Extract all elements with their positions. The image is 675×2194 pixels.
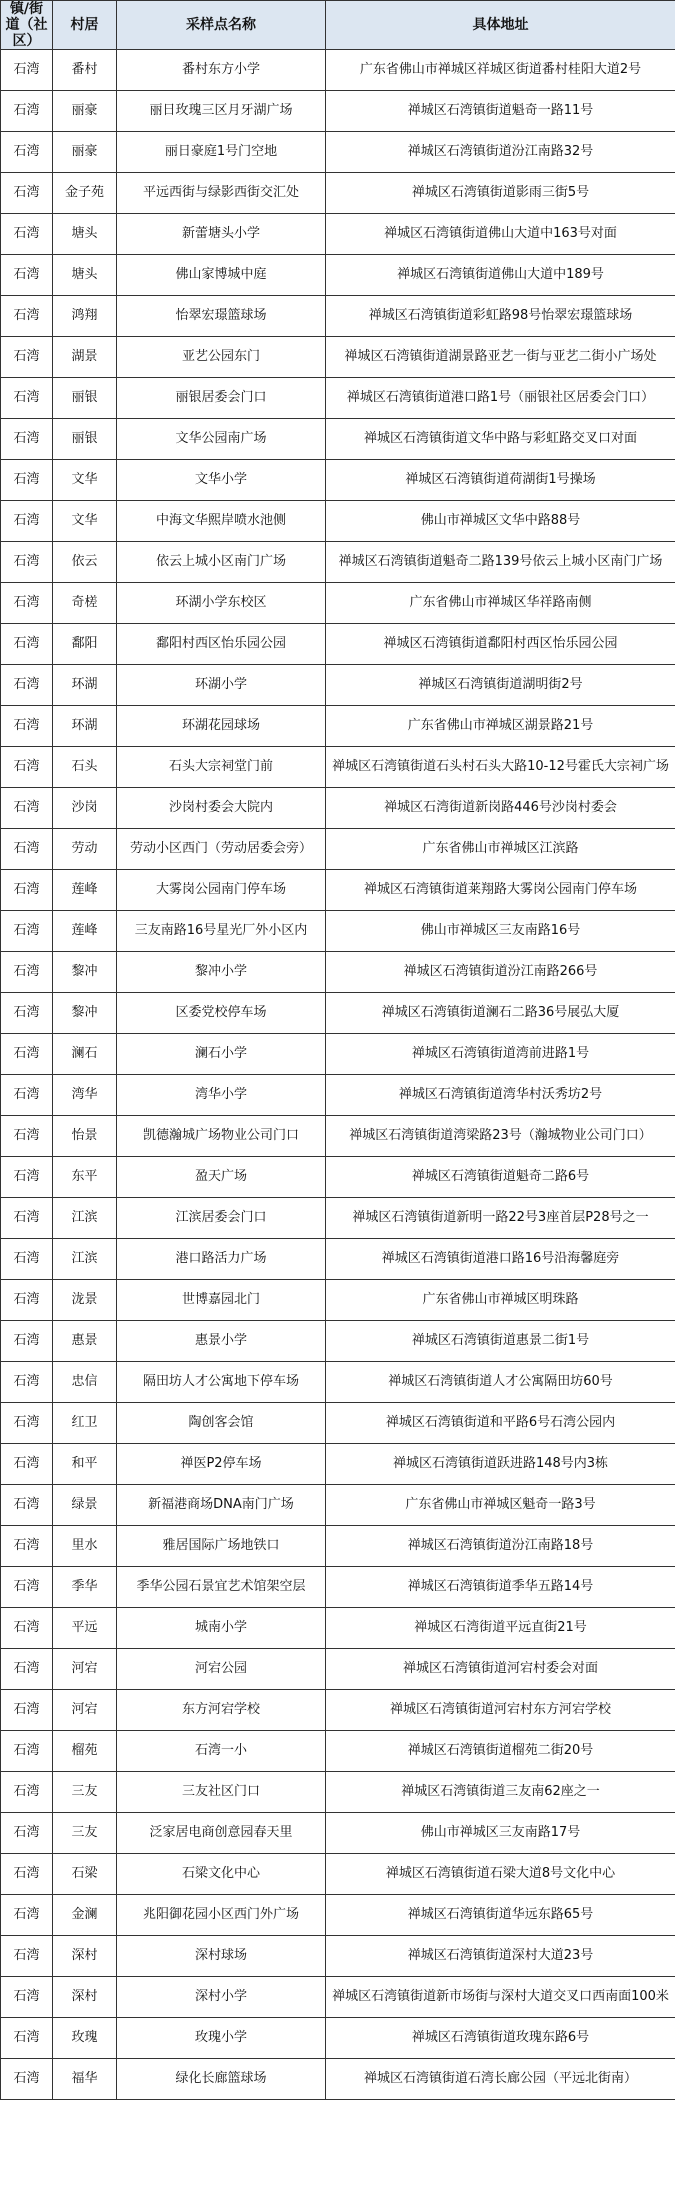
cell-address: 广东省佛山市禅城区湖景路21号 <box>326 706 675 747</box>
cell-village: 沙岗 <box>53 788 117 829</box>
cell-village: 文华 <box>53 501 117 542</box>
cell-village: 文华 <box>53 460 117 501</box>
table-row <box>1 460 675 501</box>
cell-address: 广东省佛山市禅城区明珠路 <box>326 1280 675 1321</box>
table-row <box>1 1157 675 1198</box>
table-row <box>1 952 675 993</box>
table-row <box>1 583 675 624</box>
cell-address: 禅城区石湾镇街道湖景路亚艺一街与亚艺二街小广场处 <box>326 337 675 378</box>
cell-village: 三友 <box>53 1772 117 1813</box>
cell-site-name: 丽日豪庭1号门空地 <box>117 132 326 173</box>
cell-site-name: 兆阳御花园小区西门外广场 <box>117 1895 326 1936</box>
cell-town: 石湾 <box>1 1567 53 1608</box>
cell-village: 金澜 <box>53 1895 117 1936</box>
cell-site-name: 深村小学 <box>117 1977 326 2018</box>
table-row <box>1 1034 675 1075</box>
cell-town: 石湾 <box>1 1157 53 1198</box>
table-row <box>1 1854 675 1895</box>
cell-village: 莲峰 <box>53 911 117 952</box>
cell-site-name: 环湖小学东校区 <box>117 583 326 624</box>
cell-town: 石湾 <box>1 1649 53 1690</box>
table-row <box>1 1608 675 1649</box>
cell-town: 石湾 <box>1 1895 53 1936</box>
cell-address: 禅城区石湾镇街道汾江南路266号 <box>326 952 675 993</box>
cell-village: 榴苑 <box>53 1731 117 1772</box>
cell-village: 环湖 <box>53 665 117 706</box>
cell-town: 石湾 <box>1 788 53 829</box>
cell-village: 丽豪 <box>53 132 117 173</box>
cell-town: 石湾 <box>1 91 53 132</box>
cell-town: 石湾 <box>1 952 53 993</box>
cell-address: 禅城区石湾镇街道季华五路14号 <box>326 1567 675 1608</box>
cell-town: 石湾 <box>1 50 53 91</box>
cell-town: 石湾 <box>1 1239 53 1280</box>
header-village: 村居 <box>53 1 117 50</box>
table-row <box>1 501 675 542</box>
header-town: 镇/街道（社区） <box>1 1 53 50</box>
table-row <box>1 665 675 706</box>
table-row <box>1 1936 675 1977</box>
cell-address: 禅城区石湾镇街道河宕村东方河宕学校 <box>326 1690 675 1731</box>
cell-address: 禅城区石湾镇街道魁奇二路6号 <box>326 1157 675 1198</box>
table-row <box>1 2059 675 2100</box>
cell-site-name: 新蕾塘头小学 <box>117 214 326 255</box>
cell-address: 禅城区石湾镇街道汾江南路18号 <box>326 1526 675 1567</box>
cell-address: 禅城区石湾镇街道魁奇二路139号依云上城小区南门广场 <box>326 542 675 583</box>
cell-site-name: 番村东方小学 <box>117 50 326 91</box>
cell-village: 鸿翔 <box>53 296 117 337</box>
cell-village: 三友 <box>53 1813 117 1854</box>
cell-site-name: 亚艺公园东门 <box>117 337 326 378</box>
cell-site-name: 雅居国际广场地铁口 <box>117 1526 326 1567</box>
cell-site-name: 陶创客会馆 <box>117 1403 326 1444</box>
cell-site-name: 环湖小学 <box>117 665 326 706</box>
cell-address: 禅城区石湾镇街道石头村石头大路10-12号霍氏大宗祠广场 <box>326 747 675 788</box>
table-row <box>1 1239 675 1280</box>
cell-address: 禅城区石湾镇街道澜石二路36号展弘大厦 <box>326 993 675 1034</box>
cell-site-name: 大雾岗公园南门停车场 <box>117 870 326 911</box>
cell-town: 石湾 <box>1 1198 53 1239</box>
cell-town: 石湾 <box>1 1854 53 1895</box>
cell-address: 佛山市禅城区文华中路88号 <box>326 501 675 542</box>
cell-village: 深村 <box>53 1977 117 2018</box>
table-row <box>1 542 675 583</box>
cell-address: 禅城区石湾镇街道港口路16号沿海馨庭旁 <box>326 1239 675 1280</box>
table-row <box>1 911 675 952</box>
cell-site-name: 惠景小学 <box>117 1321 326 1362</box>
cell-town: 石湾 <box>1 624 53 665</box>
cell-town: 石湾 <box>1 2018 53 2059</box>
cell-village: 泷景 <box>53 1280 117 1321</box>
table-row <box>1 1649 675 1690</box>
cell-address: 禅城区石湾镇街道影雨三街5号 <box>326 173 675 214</box>
cell-address: 禅城区石湾街道新岗路446号沙岗村委会 <box>326 788 675 829</box>
cell-town: 石湾 <box>1 993 53 1034</box>
cell-village: 塘头 <box>53 255 117 296</box>
cell-town: 石湾 <box>1 1526 53 1567</box>
cell-site-name: 鄱阳村西区怡乐园公园 <box>117 624 326 665</box>
cell-town: 石湾 <box>1 1280 53 1321</box>
cell-address: 广东省佛山市禅城区江滨路 <box>326 829 675 870</box>
cell-site-name: 丽日玫瑰三区月牙湖广场 <box>117 91 326 132</box>
cell-town: 石湾 <box>1 583 53 624</box>
cell-site-name: 河宕公园 <box>117 1649 326 1690</box>
table-row <box>1 1690 675 1731</box>
table-row <box>1 1116 675 1157</box>
table-row <box>1 1485 675 1526</box>
cell-town: 石湾 <box>1 1362 53 1403</box>
cell-town: 石湾 <box>1 1731 53 1772</box>
cell-town: 石湾 <box>1 1813 53 1854</box>
cell-site-name: 环湖花园球场 <box>117 706 326 747</box>
cell-village: 河宕 <box>53 1690 117 1731</box>
cell-village: 金子苑 <box>53 173 117 214</box>
cell-site-name: 区委党校停车场 <box>117 993 326 1034</box>
cell-site-name: 三友南路16号星光厂外小区内 <box>117 911 326 952</box>
cell-town: 石湾 <box>1 870 53 911</box>
cell-address: 禅城区石湾镇街道彩虹路98号怡翠宏璟篮球场 <box>326 296 675 337</box>
table-row <box>1 1075 675 1116</box>
cell-address: 禅城区石湾镇街道新明一路22号3座首层P28号之一 <box>326 1198 675 1239</box>
cell-town: 石湾 <box>1 1772 53 1813</box>
cell-village: 深村 <box>53 1936 117 1977</box>
table-row <box>1 419 675 460</box>
cell-town: 石湾 <box>1 255 53 296</box>
cell-address: 禅城区石湾镇街道和平路6号石湾公园内 <box>326 1403 675 1444</box>
cell-village: 红卫 <box>53 1403 117 1444</box>
cell-address: 佛山市禅城区三友南路16号 <box>326 911 675 952</box>
cell-site-name: 绿化长廊篮球场 <box>117 2059 326 2100</box>
cell-address: 禅城区石湾镇街道河宕村委会对面 <box>326 1649 675 1690</box>
cell-site-name: 新福港商场DNA南门广场 <box>117 1485 326 1526</box>
table-row <box>1 1403 675 1444</box>
cell-address: 禅城区石湾镇街道榴苑二街20号 <box>326 1731 675 1772</box>
table-row <box>1 1198 675 1239</box>
table-row <box>1 173 675 214</box>
cell-village: 江滨 <box>53 1239 117 1280</box>
cell-village: 和平 <box>53 1444 117 1485</box>
cell-address: 禅城区石湾镇街道三友南62座之一 <box>326 1772 675 1813</box>
cell-town: 石湾 <box>1 1034 53 1075</box>
cell-village: 绿景 <box>53 1485 117 1526</box>
cell-town: 石湾 <box>1 1977 53 2018</box>
table-row <box>1 1772 675 1813</box>
cell-address: 佛山市禅城区三友南路17号 <box>326 1813 675 1854</box>
table-row <box>1 1362 675 1403</box>
cell-address: 禅城区石湾镇街道港口路1号（丽银社区居委会门口） <box>326 378 675 419</box>
table-body <box>1 50 675 2100</box>
cell-site-name: 佛山家博城中庭 <box>117 255 326 296</box>
cell-address: 禅城区石湾镇街道人才公寓隔田坊60号 <box>326 1362 675 1403</box>
cell-site-name: 凯德瀚城广场物业公司门口 <box>117 1116 326 1157</box>
cell-address: 禅城区石湾镇街道湾梁路23号（瀚城物业公司门口） <box>326 1116 675 1157</box>
cell-town: 石湾 <box>1 214 53 255</box>
cell-village: 东平 <box>53 1157 117 1198</box>
cell-town: 石湾 <box>1 1608 53 1649</box>
cell-site-name: 丽银居委会门口 <box>117 378 326 419</box>
cell-site-name: 深村球场 <box>117 1936 326 1977</box>
cell-site-name: 泛家居电商创意园春天里 <box>117 1813 326 1854</box>
table-row <box>1 132 675 173</box>
cell-village: 丽银 <box>53 419 117 460</box>
cell-address: 禅城区石湾镇街道湾华村沃秀坊2号 <box>326 1075 675 1116</box>
cell-village: 湖景 <box>53 337 117 378</box>
cell-address: 禅城区石湾镇街道莱翔路大雾岗公园南门停车场 <box>326 870 675 911</box>
cell-village: 奇槎 <box>53 583 117 624</box>
cell-address: 禅城区石湾镇街道新市场街与深村大道交叉口西南面100米 <box>326 1977 675 2018</box>
cell-village: 季华 <box>53 1567 117 1608</box>
header-site-name: 采样点名称 <box>117 1 326 50</box>
table-row <box>1 1444 675 1485</box>
cell-town: 石湾 <box>1 829 53 870</box>
cell-address: 广东省佛山市禅城区祥城区街道番村桂阳大道2号 <box>326 50 675 91</box>
cell-address: 禅城区石湾镇街道石湾长廊公园（平远北街南） <box>326 2059 675 2100</box>
cell-village: 石梁 <box>53 1854 117 1895</box>
table-row <box>1 829 675 870</box>
table-row <box>1 296 675 337</box>
cell-town: 石湾 <box>1 1444 53 1485</box>
table-row <box>1 1977 675 2018</box>
cell-town: 石湾 <box>1 460 53 501</box>
cell-site-name: 盈天广场 <box>117 1157 326 1198</box>
table-row <box>1 1813 675 1854</box>
cell-site-name: 玫瑰小学 <box>117 2018 326 2059</box>
cell-site-name: 世博嘉园北门 <box>117 1280 326 1321</box>
cell-village: 澜石 <box>53 1034 117 1075</box>
cell-address: 禅城区石湾镇街道石梁大道8号文化中心 <box>326 1854 675 1895</box>
cell-town: 石湾 <box>1 665 53 706</box>
cell-address: 禅城区石湾镇街道玫瑰东路6号 <box>326 2018 675 2059</box>
cell-town: 石湾 <box>1 1403 53 1444</box>
cell-town: 石湾 <box>1 542 53 583</box>
table-row <box>1 337 675 378</box>
cell-site-name: 湾华小学 <box>117 1075 326 1116</box>
cell-town: 石湾 <box>1 378 53 419</box>
cell-village: 惠景 <box>53 1321 117 1362</box>
cell-address: 禅城区石湾镇街道跃进路148号内3栋 <box>326 1444 675 1485</box>
cell-address: 禅城区石湾镇街道华远东路65号 <box>326 1895 675 1936</box>
table-row <box>1 50 675 91</box>
cell-town: 石湾 <box>1 173 53 214</box>
cell-address: 禅城区石湾街道平远直街21号 <box>326 1608 675 1649</box>
cell-site-name: 文华公园南广场 <box>117 419 326 460</box>
cell-village: 平远 <box>53 1608 117 1649</box>
cell-address: 禅城区石湾镇街道魁奇一路11号 <box>326 91 675 132</box>
cell-village: 河宕 <box>53 1649 117 1690</box>
cell-site-name: 禅医P2停车场 <box>117 1444 326 1485</box>
table-row <box>1 378 675 419</box>
table-row <box>1 1567 675 1608</box>
cell-town: 石湾 <box>1 747 53 788</box>
cell-address: 禅城区石湾镇街道文华中路与彩虹路交叉口对面 <box>326 419 675 460</box>
cell-village: 番村 <box>53 50 117 91</box>
cell-town: 石湾 <box>1 706 53 747</box>
table-row <box>1 1895 675 1936</box>
cell-town: 石湾 <box>1 1485 53 1526</box>
cell-site-name: 石头大宗祠堂门前 <box>117 747 326 788</box>
cell-village: 黎冲 <box>53 993 117 1034</box>
cell-village: 石头 <box>53 747 117 788</box>
cell-village: 劳动 <box>53 829 117 870</box>
cell-village: 里水 <box>53 1526 117 1567</box>
cell-village: 怡景 <box>53 1116 117 1157</box>
table-row <box>1 91 675 132</box>
cell-site-name: 石湾一小 <box>117 1731 326 1772</box>
table-row <box>1 214 675 255</box>
cell-town: 石湾 <box>1 1690 53 1731</box>
cell-village: 塘头 <box>53 214 117 255</box>
cell-village: 黎冲 <box>53 952 117 993</box>
cell-town: 石湾 <box>1 501 53 542</box>
cell-address: 广东省佛山市禅城区华祥路南侧 <box>326 583 675 624</box>
table-row <box>1 1526 675 1567</box>
cell-village: 丽豪 <box>53 91 117 132</box>
cell-site-name: 怡翠宏璟篮球场 <box>117 296 326 337</box>
cell-town: 石湾 <box>1 911 53 952</box>
cell-site-name: 澜石小学 <box>117 1034 326 1075</box>
cell-address: 禅城区石湾镇街道鄱阳村西区怡乐园公园 <box>326 624 675 665</box>
cell-site-name: 江滨居委会门口 <box>117 1198 326 1239</box>
table-row <box>1 2018 675 2059</box>
table-row <box>1 624 675 665</box>
cell-town: 石湾 <box>1 1321 53 1362</box>
cell-town: 石湾 <box>1 337 53 378</box>
cell-village: 依云 <box>53 542 117 583</box>
cell-site-name: 依云上城小区南门广场 <box>117 542 326 583</box>
header-address: 具体地址 <box>326 1 675 50</box>
cell-village: 江滨 <box>53 1198 117 1239</box>
cell-village: 鄱阳 <box>53 624 117 665</box>
cell-town: 石湾 <box>1 2059 53 2100</box>
cell-site-name: 黎冲小学 <box>117 952 326 993</box>
cell-site-name: 中海文华熙岸喷水池侧 <box>117 501 326 542</box>
table-row <box>1 788 675 829</box>
cell-town: 石湾 <box>1 1936 53 1977</box>
cell-site-name: 港口路活力广场 <box>117 1239 326 1280</box>
cell-site-name: 文华小学 <box>117 460 326 501</box>
cell-site-name: 三友社区门口 <box>117 1772 326 1813</box>
cell-site-name: 城南小学 <box>117 1608 326 1649</box>
cell-address: 禅城区石湾镇街道佛山大道中163号对面 <box>326 214 675 255</box>
cell-site-name: 平远西街与绿影西街交汇处 <box>117 173 326 214</box>
table-row <box>1 1280 675 1321</box>
cell-site-name: 季华公园石景宜艺术馆架空层 <box>117 1567 326 1608</box>
cell-town: 石湾 <box>1 296 53 337</box>
cell-site-name: 沙岗村委会大院内 <box>117 788 326 829</box>
cell-address: 禅城区石湾镇街道汾江南路32号 <box>326 132 675 173</box>
table-row <box>1 870 675 911</box>
table-row <box>1 706 675 747</box>
table-row <box>1 747 675 788</box>
cell-site-name: 劳动小区西门（劳动居委会旁） <box>117 829 326 870</box>
cell-site-name: 石梁文化中心 <box>117 1854 326 1895</box>
table-row <box>1 993 675 1034</box>
cell-village: 环湖 <box>53 706 117 747</box>
cell-address: 禅城区石湾镇街道荷湖街1号操场 <box>326 460 675 501</box>
cell-village: 丽银 <box>53 378 117 419</box>
cell-address: 禅城区石湾镇街道惠景二街1号 <box>326 1321 675 1362</box>
cell-village: 忠信 <box>53 1362 117 1403</box>
cell-village: 福华 <box>53 2059 117 2100</box>
cell-address: 禅城区石湾镇街道湖明街2号 <box>326 665 675 706</box>
cell-site-name: 东方河宕学校 <box>117 1690 326 1731</box>
cell-address: 禅城区石湾镇街道深村大道23号 <box>326 1936 675 1977</box>
cell-address: 广东省佛山市禅城区魁奇一路3号 <box>326 1485 675 1526</box>
table-row <box>1 1321 675 1362</box>
cell-village: 湾华 <box>53 1075 117 1116</box>
table-row <box>1 1731 675 1772</box>
cell-village: 莲峰 <box>53 870 117 911</box>
header-row <box>1 1 675 50</box>
cell-site-name: 隔田坊人才公寓地下停车场 <box>117 1362 326 1403</box>
cell-town: 石湾 <box>1 132 53 173</box>
cell-town: 石湾 <box>1 1075 53 1116</box>
cell-address: 禅城区石湾镇街道湾前进路1号 <box>326 1034 675 1075</box>
cell-town: 石湾 <box>1 1116 53 1157</box>
table-row <box>1 255 675 296</box>
cell-address: 禅城区石湾镇街道佛山大道中189号 <box>326 255 675 296</box>
cell-village: 玫瑰 <box>53 2018 117 2059</box>
cell-town: 石湾 <box>1 419 53 460</box>
